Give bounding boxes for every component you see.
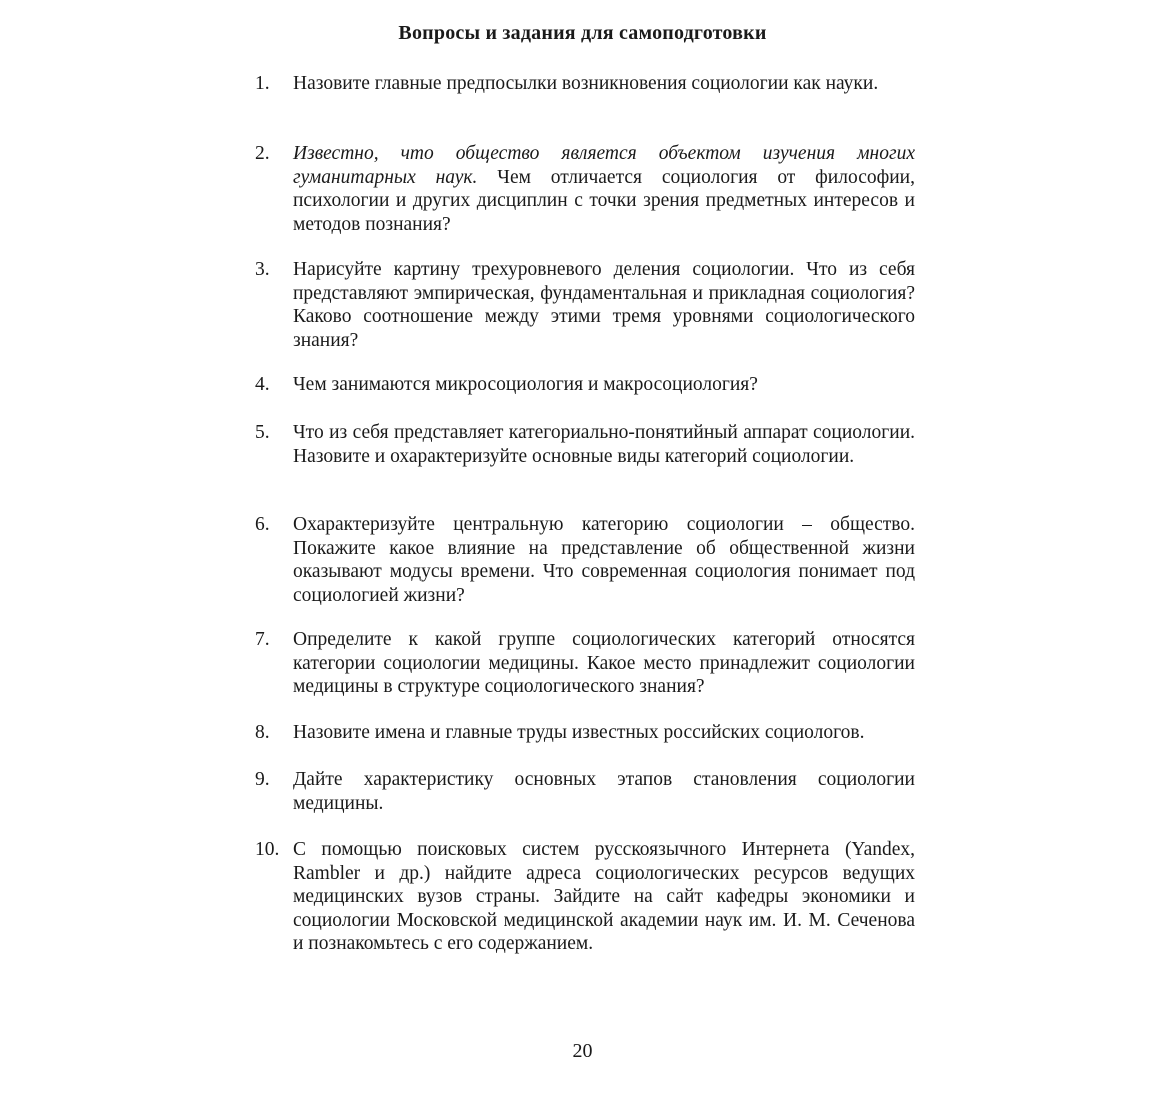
question-number: 2. — [255, 143, 270, 164]
question-text: Назовите имена и главные труды известных российских социологов. — [293, 722, 865, 743]
question-number: 3. — [255, 259, 270, 280]
question-item — [255, 721, 915, 745]
question-item — [255, 768, 915, 815]
question-item — [255, 628, 915, 699]
question-item — [255, 373, 915, 397]
question-item — [255, 513, 915, 607]
question-text-rest: Чем отличается социология от философии, психологии и других дисциплин с точки зрения предметных интересов и методов познания? — [293, 166, 915, 235]
question-text: Определите к какой группе социологических категорий относятся категории социологии медицины. Какое место принадлежит социологии медицины в структуре социологического знания? — [293, 629, 915, 697]
question-item — [255, 72, 915, 96]
question-item — [255, 838, 915, 956]
question-text: Назовите главные предпосылки возникновения социологии как науки. — [293, 73, 879, 94]
question-text: Дайте характеристику основных этапов становления социологии медицины. — [293, 769, 915, 814]
page-title: Вопросы и задания для самоподготовки — [398, 22, 767, 44]
question-item — [255, 421, 915, 468]
question-number: 1. — [255, 73, 270, 94]
question-text: Что из себя представляет категориально-понятийный аппарат социологии. Назовите и охарактеризуйте основные виды категорий социологии. — [293, 422, 915, 467]
page-number: 20 — [572, 1040, 593, 1062]
question-text — [293, 142, 915, 236]
question-number: 9. — [255, 769, 270, 790]
question-number: 10. — [255, 839, 280, 860]
question-text: Нарисуйте картину трехуровневого деления социологии. Что из себя представляют эмпирическая, фундаментальная и прикладная социология? Каково соотношение между этими тремя уровнями социологического знания? — [293, 259, 915, 351]
question-number: 5. — [255, 422, 270, 443]
question-number: 8. — [255, 722, 270, 743]
question-text: Охарактеризуйте центральную категорию социологии – общество. Покажите какое влияние на представление об общественной жизни оказывают модусы времени. Что современная социология понимает под социологией жизни? — [293, 514, 915, 606]
question-italic-lead: Известно, что общество является объектом изучения многих гуманитарных наук. — [293, 143, 915, 188]
question-text: С помощью поисковых систем русскоязычного Интернета (Yandex, Rambler и др.) найдите адреса социологических ресурсов ведущих медицинских вузов страны. Зайдите на сайт кафедры экономики и социологии Московской медицинской академии наук им. И. М. Сеченова и познакомьтесь с его содержанием. — [293, 839, 915, 954]
question-number: 4. — [255, 374, 270, 395]
question-number: 7. — [255, 629, 270, 650]
question-text: Чем занимаются микросоциология и макросоциология? — [293, 374, 758, 395]
question-item — [255, 258, 915, 352]
question-item — [255, 142, 915, 236]
question-number: 6. — [255, 514, 270, 535]
